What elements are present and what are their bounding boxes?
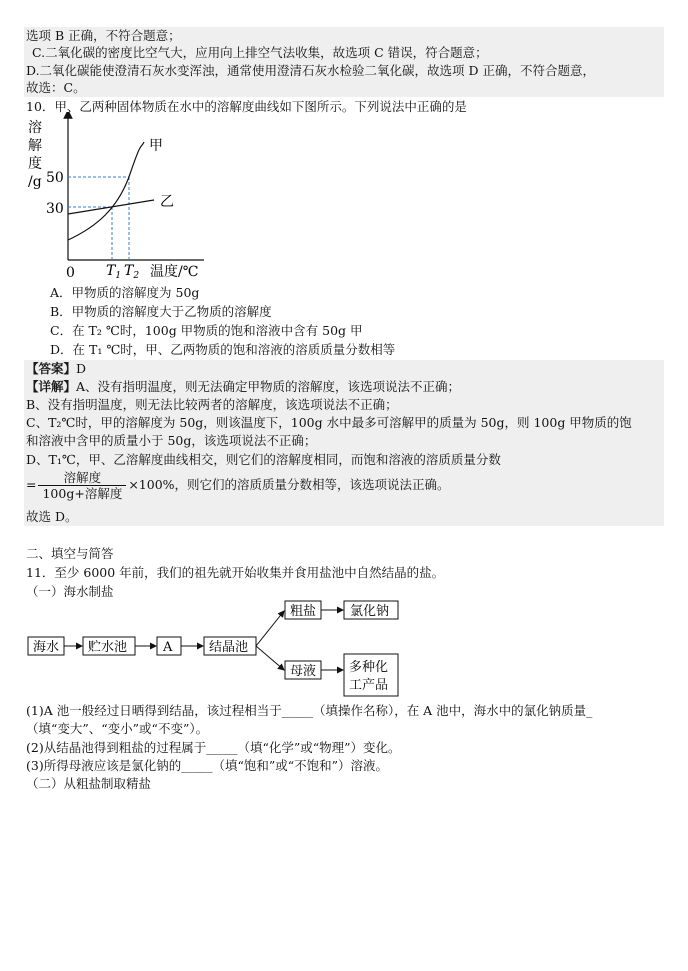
label-crystallization-pool: 结晶池	[209, 640, 249, 655]
label-mother-liquor: 母液	[290, 664, 317, 679]
prev-line-2: C.二氧化碳的密度比空气大，应用向上排空气法收集，故选项 C 错误，符合题意；	[32, 45, 488, 60]
fraction-tail: ×100%，则它们的溶质质量分数相等，该选项说法正确。	[128, 477, 450, 492]
q10-detail-4: 和溶液中含甲的质量小于 50g，该选项说法不正确；	[26, 433, 317, 448]
q11-part-1-title: （一）海水制盐	[26, 584, 114, 599]
label-pool-a: A	[163, 640, 173, 655]
fraction-equals: =	[26, 477, 37, 492]
y-axis-label-char-4: /g	[28, 174, 42, 190]
label-chemical-products-2: 工产品	[349, 678, 389, 693]
label-sodium-chloride: 氯化钠	[350, 604, 390, 619]
arrow-crystal-crude	[256, 611, 284, 646]
y-axis-label-char-1: 溶	[28, 120, 42, 136]
x-axis-label: 温度/℃	[150, 264, 199, 280]
detail-tag: 【详解】	[26, 379, 77, 394]
q11-part-2-title: （二）从粗盐制取精盐	[26, 776, 152, 791]
label-crude-salt: 粗盐	[290, 604, 317, 619]
detail-text-a: A、没有指明温度，则无法确定甲物质的溶解度，该选项说法不正确；	[76, 379, 461, 394]
prev-line-3: D.二氧化碳能使澄清石灰水变浑浊，通常使用澄清石灰水检验二氧化碳，故选项 D 正确，不符合题意，	[26, 63, 596, 78]
y-axis-label-char-2: 解	[28, 138, 42, 154]
x-tick-t1: $T_1$	[106, 263, 122, 281]
q10-detail-3: C、T₂℃时，甲的溶解度为 50g，则该温度下，100g 水中最多可溶解甲的质量为 50g，则 100g 甲物质的饱	[26, 415, 632, 430]
label-chemical-products-1: 多种化	[349, 660, 389, 675]
q10-detail-1	[26, 378, 460, 396]
y-axis-label-char-3: 度	[28, 156, 42, 172]
solubility-graph	[26, 112, 216, 284]
q11-sub-1a: (1)A 池一般经过日晒得到结晶，该过程相当于_____（填操作名称），在 A 池中，海水中的氯化钠质量_	[26, 703, 593, 718]
q11-sub-3: (3)所得母液应该是氯化钠的_____（填“饱和”或“不饱和”）溶液。	[26, 758, 389, 773]
q11-sub-2: (2)从结晶池得到粗盐的过程属于_____（填“化学”或“物理”）变化。	[26, 740, 401, 755]
answer-value: D	[76, 361, 87, 376]
sea-salt-flow-diagram	[26, 596, 406, 700]
section-2-title: 二、填空与简答	[26, 546, 114, 561]
label-reservoir: 贮水池	[88, 640, 128, 655]
prev-line-1: 选项 B 正确，不符合题意；	[26, 28, 181, 43]
series-label-jia: 甲	[149, 138, 163, 154]
series-label-yi: 乙	[160, 194, 174, 210]
fraction-numerator: 溶解度	[38, 470, 126, 486]
q10-option-b: B．甲物质的溶解度大于乙物质的溶解度	[50, 304, 272, 319]
q11-stem: 11．至少 6000 年前，我们的祖先就开始收集并食用盐池中自然结晶的盐。	[26, 565, 445, 580]
arrow-crystal-mother	[256, 646, 284, 670]
q10-detail-2: B、没有指明温度，则无法比较两者的溶解度，该选项说法不正确；	[26, 397, 398, 412]
fraction	[38, 470, 126, 501]
fraction-denominator: 100g+溶解度	[42, 486, 123, 501]
q10-fraction-line	[26, 470, 450, 501]
answer-tag: 【答案】	[26, 361, 77, 376]
q10-option-d: D．在 T₁ ℃时，甲、乙两物质的饱和溶液的溶质质量分数相等	[50, 342, 396, 357]
prev-line-4: 故选：C。	[26, 80, 86, 95]
q10-answer-line	[26, 360, 86, 378]
q10-conclusion: 故选 D。	[26, 509, 78, 524]
y-tick-30: 30	[46, 201, 64, 217]
q10-detail-5: D、T₁℃，甲、乙溶解度曲线相交，则它们的溶解度相同，而饱和溶液的溶质质量分数	[26, 452, 501, 467]
label-seawater: 海水	[33, 640, 60, 655]
q10-stem: 10．甲、乙两种固体物质在水中的溶解度曲线如下图所示。下列说法中正确的是	[26, 99, 467, 114]
curve-jia	[68, 142, 144, 240]
q11-sub-1b: （填“变大”、“变小”或“不变”）。	[26, 721, 209, 736]
y-tick-50: 50	[46, 170, 64, 186]
q10-option-c: C．在 T₂ ℃时，100g 甲物质的饱和溶液中含有 50g 甲	[50, 323, 363, 338]
origin-label: 0	[66, 265, 75, 281]
q10-option-a: A．甲物质的溶解度为 50g	[50, 285, 200, 300]
x-tick-t2: $T_2$	[124, 263, 140, 281]
